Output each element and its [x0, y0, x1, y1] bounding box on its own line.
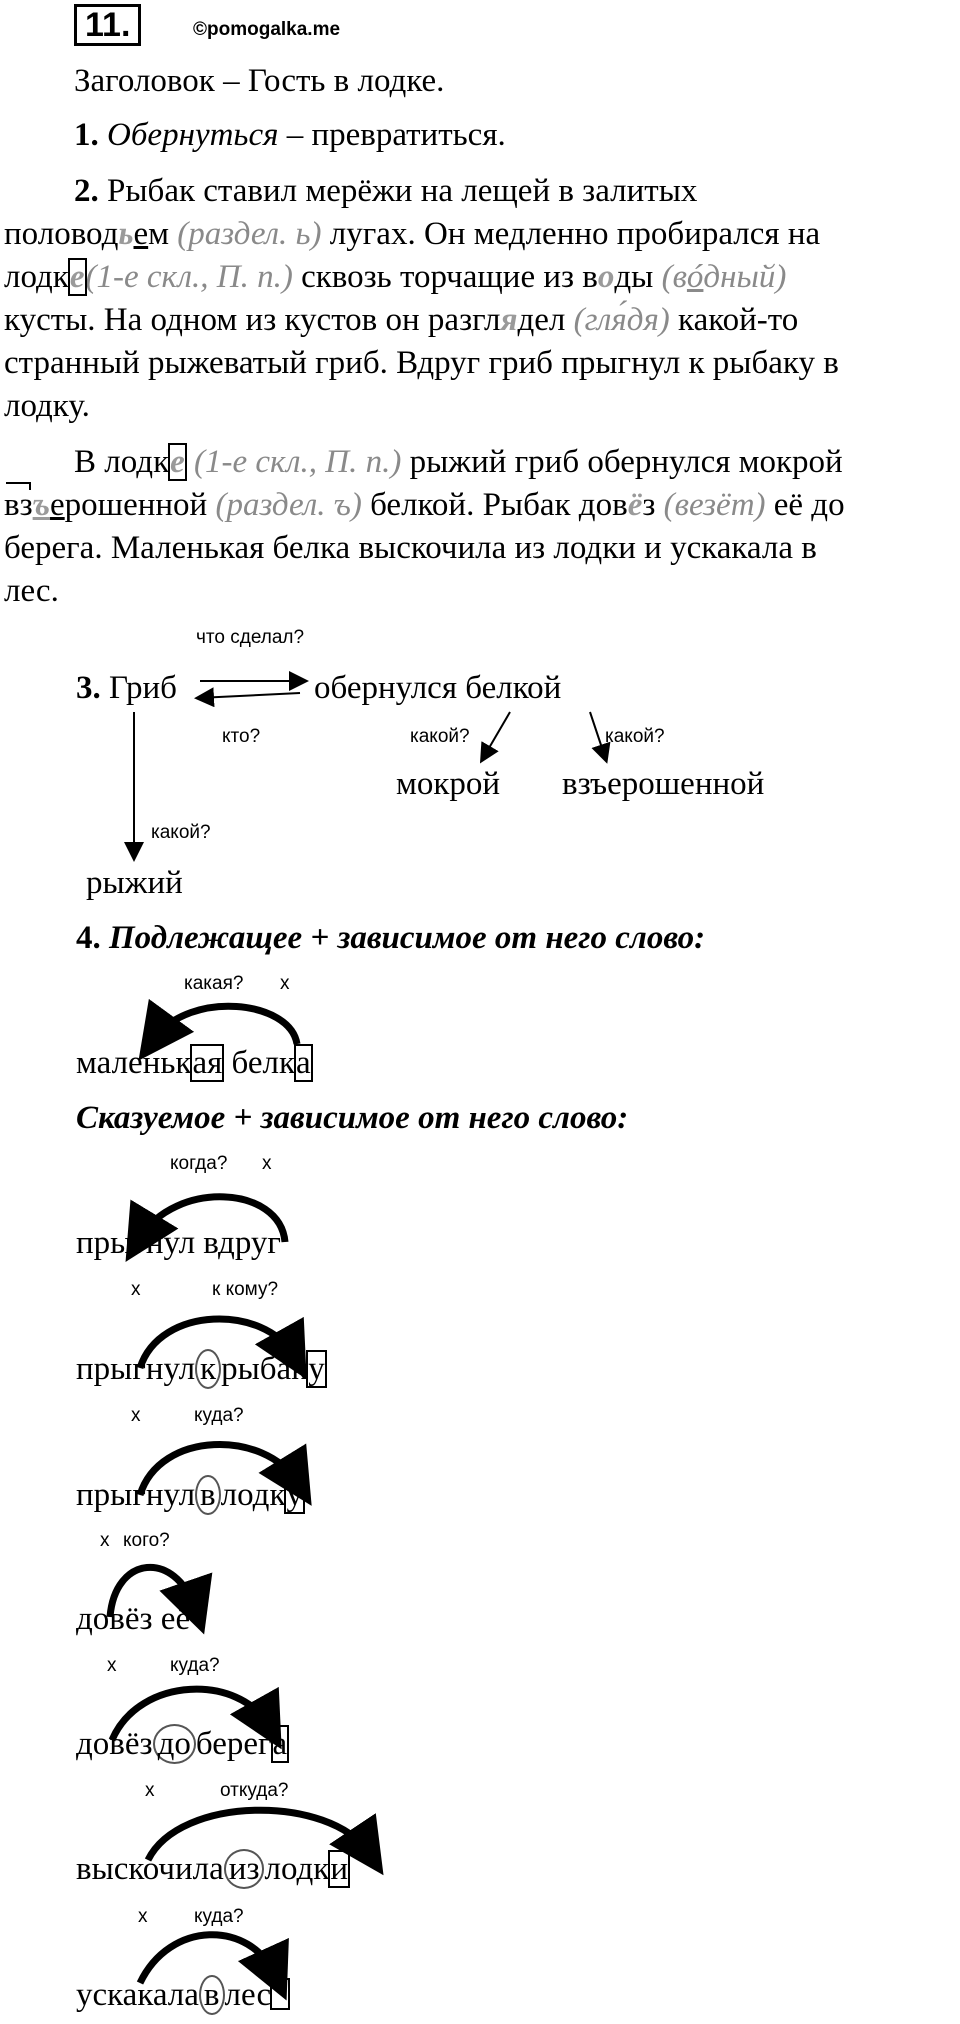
question: откуда?: [220, 1780, 289, 1801]
q-what-did: что сделал?: [196, 627, 305, 648]
question: куда?: [194, 1405, 244, 1426]
text: Рыбак ставил мерёжи на лещей в залитых: [107, 173, 698, 209]
x-mark: x: [145, 1780, 155, 1801]
text: лодк: [4, 259, 69, 295]
text: полово: [4, 216, 102, 252]
pair-3: [76, 1348, 326, 1390]
question: куда?: [170, 1655, 220, 1676]
text: з: [642, 487, 664, 523]
highlight-letter: ъ: [32, 487, 51, 523]
prefix-mark: [6, 483, 30, 490]
underlined-letter: д: [101, 216, 119, 252]
text: довёз: [76, 1726, 153, 1762]
text: ускакала: [76, 1977, 199, 2013]
item-2b-line-3: берега. Маленькая белка выскочила из лодки и ускакала в: [4, 530, 817, 566]
arrow-which-ruffled: [590, 712, 606, 760]
underlined-letter: е: [50, 487, 65, 523]
note-stress: ó: [686, 259, 704, 295]
empty-ending-box: [271, 1979, 289, 2009]
ending-box: а: [296, 1045, 311, 1081]
text: белк: [223, 1045, 296, 1081]
question: когда?: [170, 1153, 228, 1174]
pair-5: довёз её: [76, 1601, 191, 1637]
word-ruffled: взъерошенной: [562, 766, 765, 802]
pair-2: прыгнул вдруг: [76, 1225, 281, 1261]
preposition-circle: в: [195, 1475, 221, 1515]
preposition-circle: к: [195, 1349, 221, 1389]
pair-8: [76, 1974, 289, 2016]
note: (в: [661, 259, 687, 295]
subject: Гриб: [109, 670, 177, 706]
word-red: рыжий: [86, 865, 183, 901]
note: дный): [703, 259, 787, 295]
x-mark: x: [100, 1530, 110, 1551]
heading-subject: Подлежащее + зависимое от него слово:: [109, 920, 706, 956]
ending-box: и: [330, 1851, 348, 1887]
text: её до: [765, 487, 845, 523]
x-mark: x: [131, 1405, 141, 1426]
text: вз: [4, 487, 33, 523]
text: лодк: [264, 1851, 330, 1887]
text: рыбак: [221, 1351, 308, 1387]
ending-box: е: [170, 444, 185, 480]
note: (раздел. ь): [177, 216, 322, 252]
x-mark: x: [131, 1279, 141, 1300]
preposition-circle: из: [224, 1849, 265, 1889]
text: белкой. Рыбак дов: [361, 487, 628, 523]
arrow-who: [198, 693, 300, 698]
predicate: обернулся белкой: [314, 670, 562, 706]
text: дел: [517, 302, 574, 338]
text: кусты. На одном из кустов он разгл: [4, 302, 501, 338]
text: лугах. Он медленно пробирался на: [321, 216, 821, 252]
note: (везёт): [663, 487, 766, 523]
ending-box: у: [308, 1351, 325, 1387]
word-wet: мокрой: [396, 766, 501, 802]
text: прыгнул: [76, 1477, 196, 1513]
highlight-letter: я: [500, 302, 518, 338]
ending-box: у: [286, 1477, 303, 1513]
preposition-circle: до: [153, 1724, 196, 1764]
x-mark: x: [107, 1655, 117, 1676]
preposition-circle: в: [199, 1975, 225, 2015]
highlight-letter: о: [597, 259, 615, 295]
heading-text: Сказуемое + зависимое от него слово:: [76, 1100, 629, 1136]
task-number: 11.: [74, 4, 141, 46]
item-4-heading: [76, 917, 705, 959]
term-word: Обернуться: [107, 117, 279, 153]
highlight-letter: ё: [627, 487, 643, 523]
question: какая?: [184, 973, 244, 994]
ending-box: а: [272, 1726, 288, 1762]
text: лодк: [220, 1477, 286, 1513]
item-2b-line-4: лес.: [4, 573, 59, 609]
text: м: [148, 216, 178, 252]
ending-box: е: [69, 259, 85, 295]
note: (1-е скл., П. п.): [85, 259, 293, 295]
text: рыжий гриб обернулся мокрой: [401, 444, 843, 480]
arrow-which-wet: [482, 712, 510, 760]
ending-box: ая: [192, 1045, 223, 1081]
text: рошенной: [64, 487, 216, 523]
text: ды: [614, 259, 662, 295]
item-2-line-5: странный рыжеватый гриб. Вдруг гриб прыгнул к рыбаку в: [4, 345, 839, 381]
item-2-line-6: лодку.: [4, 388, 90, 424]
note: (раздел. ъ): [215, 487, 362, 523]
arc-1: [155, 1006, 297, 1044]
pair-1: [76, 1042, 312, 1084]
x-mark: x: [262, 1153, 272, 1174]
q-which-red: какой?: [151, 822, 211, 843]
highlight-letter: ь: [118, 216, 134, 252]
heading-predicate: [76, 1097, 628, 1139]
text: В лодк: [74, 444, 170, 480]
text: выскочила: [76, 1851, 224, 1887]
question: куда?: [194, 1906, 244, 1927]
x-mark: x: [138, 1906, 148, 1927]
question: к кому?: [212, 1279, 279, 1300]
x-mark: x: [280, 973, 290, 994]
question: кого?: [123, 1530, 170, 1551]
text: берег: [195, 1726, 272, 1762]
text: сквозь торчащие из в: [292, 259, 598, 295]
item-number: 2.: [74, 173, 99, 209]
q-who: кто?: [222, 726, 261, 747]
q-which-ruffled: какой?: [605, 726, 665, 747]
note: (1-е скл., П. п.): [185, 444, 402, 480]
pair-6: [76, 1723, 288, 1765]
definition: – превратиться.: [278, 117, 506, 153]
title-line: Заголовок – Гость в лодке.: [74, 63, 445, 99]
pair-7: [76, 1848, 349, 1890]
pair-4: [76, 1474, 304, 1516]
text: маленьк: [76, 1045, 192, 1081]
text: прыгнул: [76, 1351, 196, 1387]
note: (гля́дя): [573, 302, 670, 338]
text: какой-то: [669, 302, 799, 338]
item-number: 1.: [74, 117, 99, 153]
watermark: ©pomogalka.me: [193, 19, 341, 40]
item-number: 3.: [76, 670, 101, 706]
underlined-letter: е: [133, 216, 149, 252]
item-3-subject: [76, 667, 177, 709]
text: лес: [224, 1977, 272, 2013]
q-which-wet: какой?: [410, 726, 470, 747]
item-number: 4.: [76, 920, 101, 956]
